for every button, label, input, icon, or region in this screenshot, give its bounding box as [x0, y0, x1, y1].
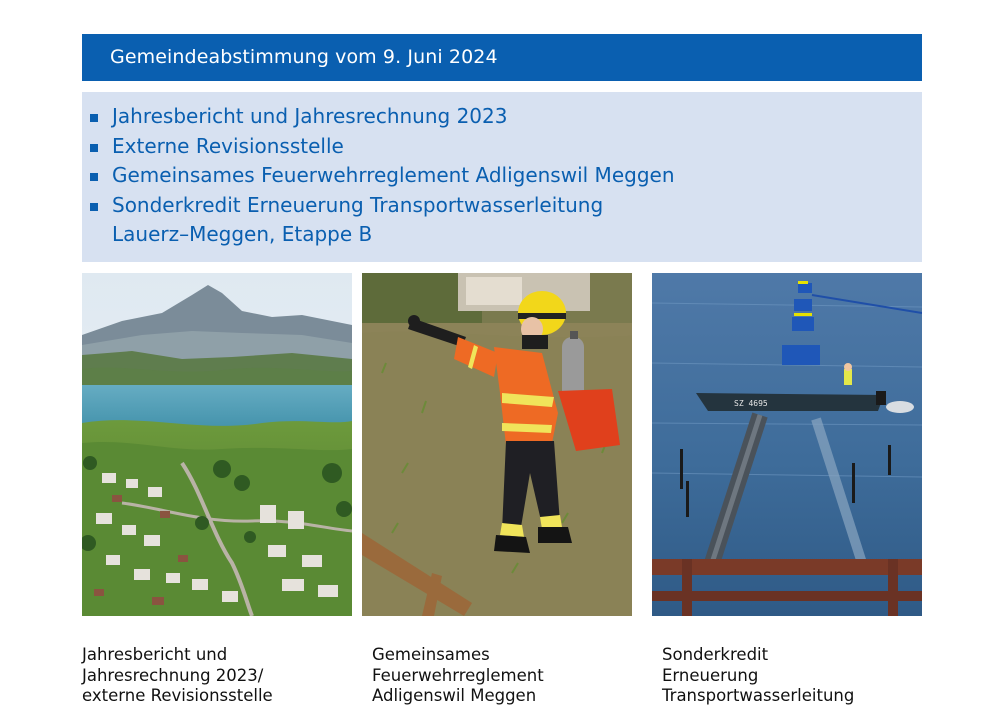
caption-line: externe Revisionsstelle — [82, 686, 273, 705]
bullet-square-icon — [90, 144, 98, 152]
firefighter-illustration — [362, 273, 632, 616]
agenda-box — [82, 92, 922, 262]
bullet-square-icon — [90, 203, 98, 211]
bullet-square-icon — [90, 114, 98, 122]
caption-aerial-meggen — [82, 645, 352, 707]
agenda-item — [88, 161, 922, 191]
pipeline-lake-illustration — [652, 273, 922, 616]
caption-line: Jahresbericht und — [82, 645, 228, 664]
photo-aerial-meggen — [82, 273, 352, 616]
caption-water-pipeline — [662, 645, 932, 707]
caption-line: Transportwasserleitung — [662, 686, 855, 705]
caption-line: Adligenswil Meggen — [372, 686, 537, 705]
boat-marking-label: SZ 4695 — [734, 399, 768, 408]
aerial-landscape-illustration — [82, 273, 352, 616]
caption-line: Jahresrechnung 2023/ — [82, 665, 264, 685]
caption-line: Feuerwehrreglement — [372, 665, 544, 685]
agenda-item-text: Jahresbericht und Jahresrechnung 2023 — [112, 104, 508, 128]
page-title: Gemeindeabstimmung vom 9. Juni 2024 — [110, 46, 498, 68]
caption-line: Gemeinsames — [372, 645, 490, 664]
agenda-item-text: Sonderkredit Erneuerung Transportwasserleitung — [112, 192, 604, 217]
agenda-item — [88, 191, 922, 250]
caption-firefighter — [372, 645, 642, 707]
photo-firefighter — [362, 273, 632, 616]
agenda-item-text: Externe Revisionsstelle — [112, 133, 344, 158]
agenda-item-text: Gemeinsames Feuerwehrreglement Adligenswil Meggen — [112, 163, 675, 187]
bullet-square-icon — [90, 173, 98, 181]
page-title-bar — [82, 34, 922, 81]
agenda-item-text-continued: Lauerz–Meggen, Etappe B — [112, 222, 373, 246]
caption-line: Erneuerung — [662, 665, 759, 685]
agenda-item — [88, 132, 922, 162]
agenda-list — [88, 102, 922, 250]
caption-line: Sonderkredit — [662, 645, 769, 664]
photo-water-pipeline — [652, 273, 922, 616]
agenda-item — [88, 102, 922, 132]
